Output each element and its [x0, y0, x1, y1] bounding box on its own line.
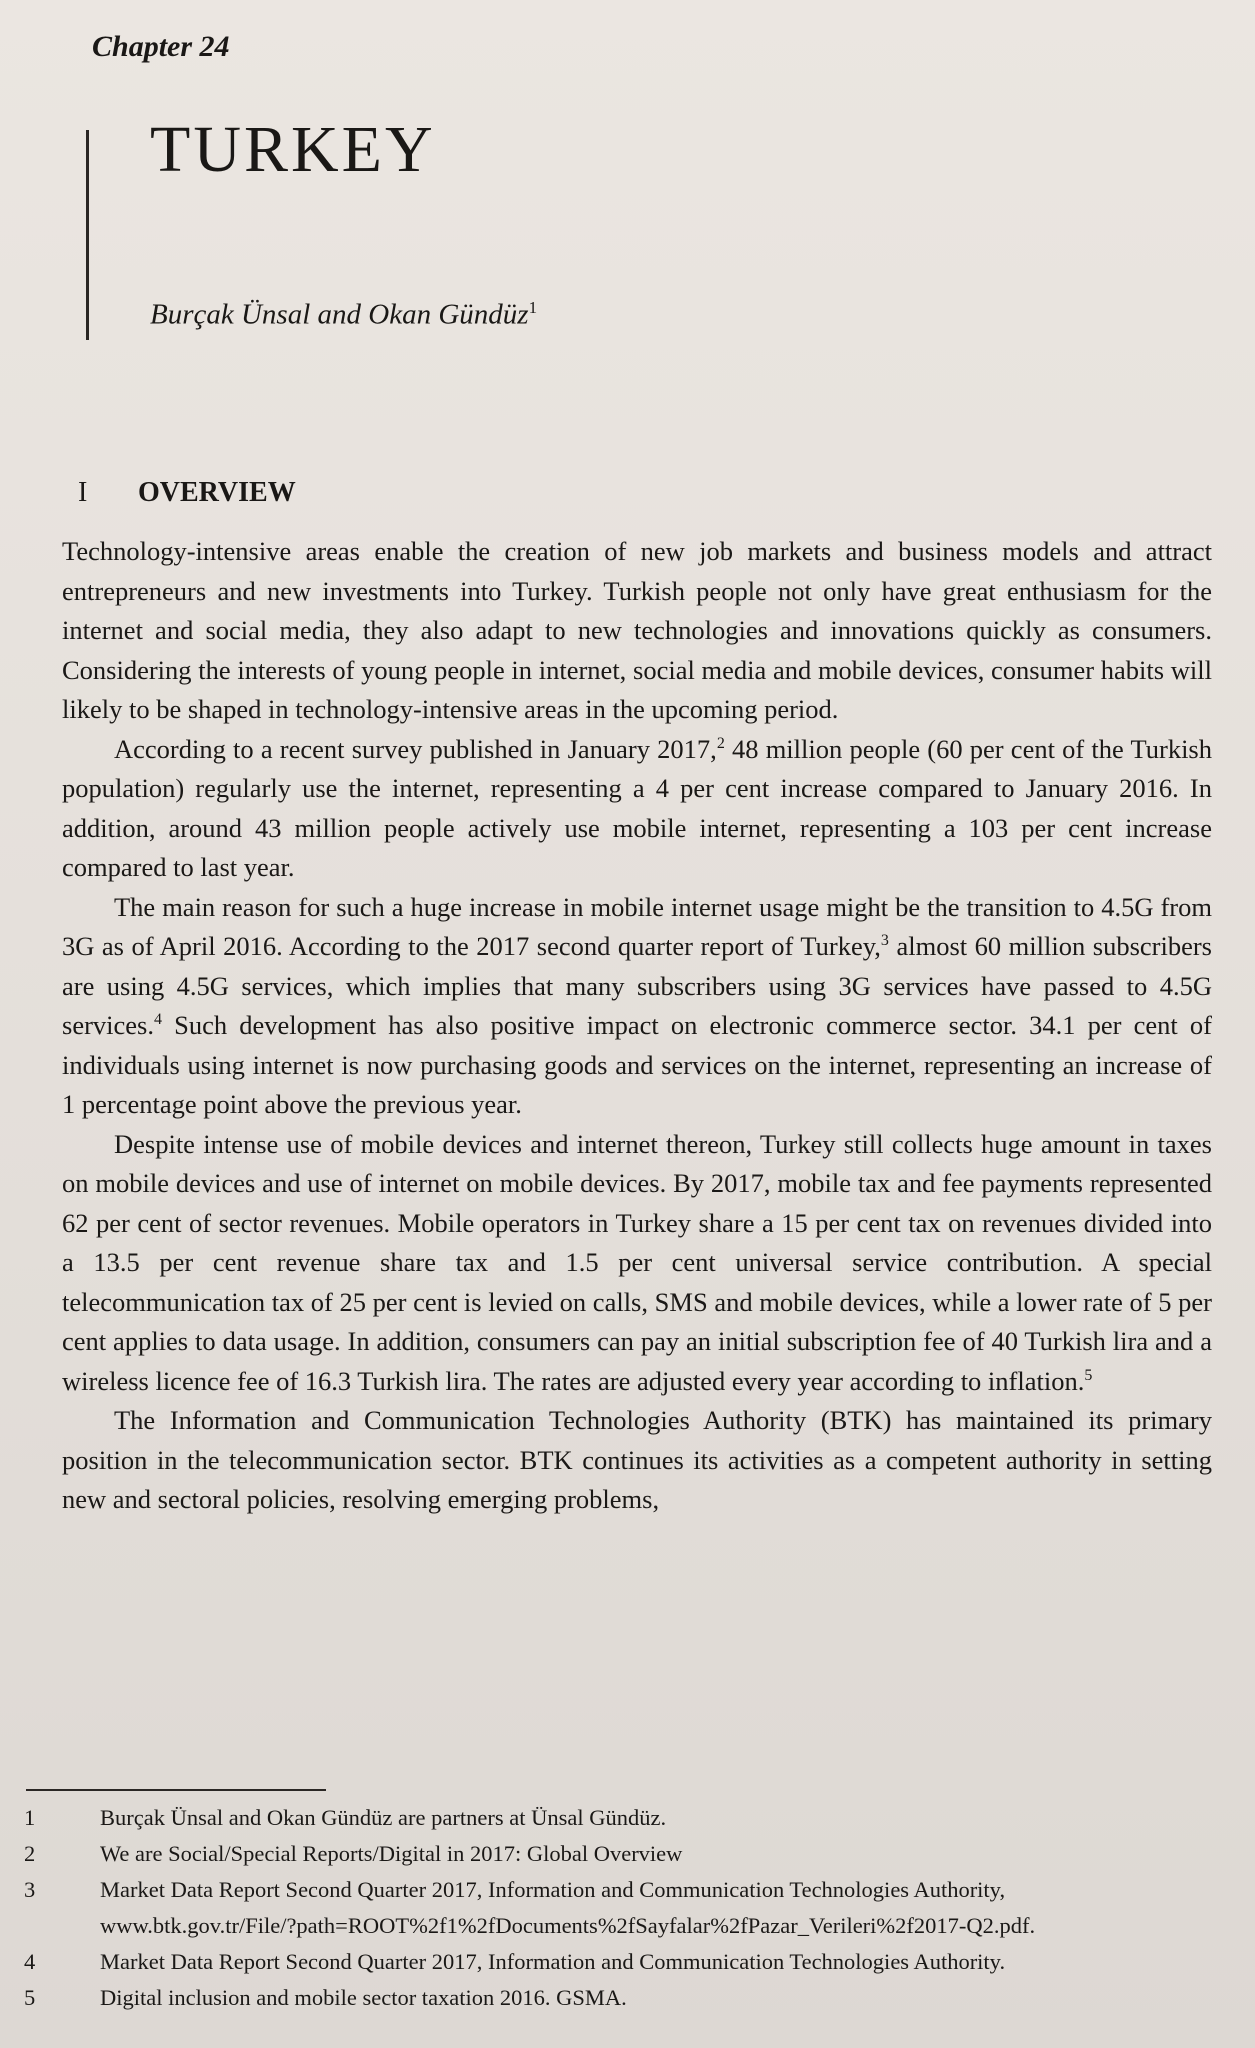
footnote-url: www.btk.gov.tr/File/?path=ROOT%2f1%2fDocuments%2fSayfalar%2fPazar_Verileri%2f2017-Q2.pdf.: [100, 1913, 1036, 1938]
paragraph-1: Technology-intensive areas enable the creation of new job markets and business models and attract entrepreneurs and new investments into Turkey. Turkish people not only have great enthusiasm for the internet and social media, they also adapt to new technologies and innovations quickly as consumers. Considering the interests of young people in internet, social media and mobile devices, consumer habits will likely to be shaped in technology-intensive areas in the upcoming period.: [62, 536, 1212, 724]
paragraph-2: [62, 730, 1212, 888]
footnote-item: [22, 1836, 1202, 1872]
footnote-item: [22, 1872, 1202, 1908]
footnote-number: 5: [24, 1985, 36, 2010]
section-heading: [78, 477, 296, 509]
footnote-item: [22, 1944, 1202, 1980]
footnote-ref-3: 3: [880, 932, 889, 950]
footnote-text: Market Data Report Second Quarter 2017, Information and Communication Technologies Authority,: [100, 1877, 1006, 1902]
paragraph-2-text-b: 48 million people (60 per cent of the Turkish population) regularly use the internet, representing a 4 per cent increase compared to January 2016. In addition, around 43 million people actively use mobile internet, representing a 103 per cent increase compared to last year.: [62, 733, 1212, 882]
paragraph-3-text-a: The main reason for such a huge increase in mobile internet usage might be the transition to 4.5G from 3G as of April 2016. According to the 2017 second quarter report of Turkey,: [62, 891, 1212, 961]
footnote-text: Digital inclusion and mobile sector taxation 2016. GSMA.: [100, 1985, 627, 2010]
section-number: I: [78, 477, 88, 508]
footnote-number: 3: [24, 1877, 36, 1902]
chapter-label: Chapter 24: [92, 30, 230, 63]
footnote-ref-5: 5: [1084, 1366, 1093, 1384]
paragraph-3-text-c: Such development has also positive impact on electronic commerce sector. 34.1 per cent of individuals using internet is now purchasing goods and services on the internet, representing an increase of 1 percentage point above the previous year.: [62, 1010, 1212, 1119]
author-line: [150, 298, 537, 332]
chapter-title: TURKEY: [150, 113, 436, 186]
paragraph-4: [62, 1125, 1212, 1402]
footnote-ref-2: 2: [716, 734, 725, 752]
author-footnote-ref: 1: [528, 298, 538, 317]
footnote-item-continuation: [22, 1908, 1202, 1944]
paragraph-3-text-b: almost 60 million subscribers are using 4.5G services, which implies that many subscribers using 3G services have passed to 4.5G services.: [62, 931, 1212, 1040]
footnote-number: 1: [24, 1805, 36, 1830]
footnotes: [22, 1800, 1202, 2016]
footnote-item: [22, 1800, 1202, 1836]
paragraph-3: [62, 888, 1212, 1125]
footnote-item: [22, 1980, 1202, 2016]
paragraph-5: The Information and Communication Technologies Authority (BTK) has maintained its primary position in the telecommunication sector. BTK continues its activities as a competent authority in setting new and sectoral policies, resolving emerging problems,: [62, 1405, 1212, 1514]
footnote-text: Burçak Ünsal and Okan Gündüz are partners at Ünsal Gündüz.: [100, 1805, 667, 1830]
footnote-number: 2: [24, 1841, 36, 1866]
author-names: Burçak Ünsal and Okan Gündüz: [150, 298, 529, 331]
body-text: [62, 532, 1212, 1520]
footnote-number: 4: [24, 1949, 36, 1974]
footnote-text: Market Data Report Second Quarter 2017, Information and Communication Technologies Authority.: [100, 1949, 1006, 1974]
footnote-text: We are Social/Special Reports/Digital in 2017: Global Overview: [100, 1841, 683, 1866]
paragraph-4-text: Despite intense use of mobile devices and internet thereon, Turkey still collects huge amount in taxes on mobile devices and use of internet on mobile devices. By 2017, mobile tax and fee payments represented 62 per cent of sector revenues. Mobile operators in Turkey share a 15 per cent tax on revenues divided into a 13.5 per cent revenue share tax and 1.5 per cent universal service contribution. A special telecommunication tax of 25 per cent is levied on calls, SMS and mobile devices, while a lower rate of 5 per cent applies to data usage. In addition, consumers can pay an initial subscription fee of 40 Turkish lira and a wireless licence fee of 16.3 Turkish lira. The rates are adjusted every year according to inflation.: [62, 1128, 1212, 1396]
title-vertical-rule: [86, 130, 89, 340]
footnote-ref-4: 4: [153, 1011, 162, 1029]
section-title: OVERVIEW: [138, 477, 296, 508]
footnote-divider: [26, 1789, 326, 1791]
footnote-number: [22, 1908, 100, 1944]
paragraph-2-text-a: According to a recent survey published in January 2017,: [114, 733, 717, 764]
